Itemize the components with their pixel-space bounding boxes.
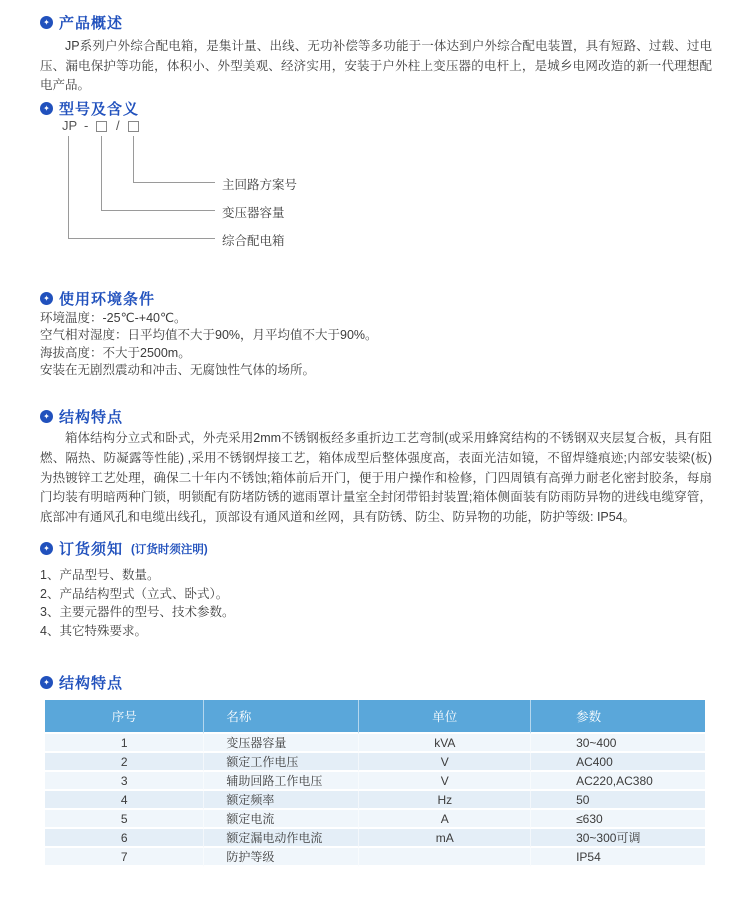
section-title: 结构特点 [59, 675, 124, 692]
environment-conditions [40, 310, 378, 380]
ordering-item: 4、其它特殊要求。 [40, 623, 147, 638]
cell-name: 额定电流 [203, 810, 358, 829]
cell-no: 6 [45, 829, 203, 848]
model-box-1 [96, 121, 107, 132]
column-header-no: 序号 [45, 700, 203, 734]
cell-name: 变压器容量 [203, 734, 358, 753]
column-header-name: 名称 [203, 700, 358, 734]
cell-unit: Hz [358, 791, 530, 810]
table-header-row [45, 700, 705, 734]
diagram-line [133, 136, 134, 182]
overview-paragraph: JP系列户外综合配电箱，是集计量、出线、无功补偿等多功能于一体达到户外综合配电装置，具有短路、过载、过电压、漏电保护等功能，体积小、外型美观、经济实用，安装于户外柱上变压器的电杆上，是城乡电网改造的新一代理想配电产品。 [40, 39, 712, 92]
star-circle-icon: ✦ [40, 16, 53, 29]
section-title: 结构特点 [59, 409, 124, 426]
cell-unit: V [358, 772, 530, 791]
cell-param: ≤630 [530, 810, 705, 829]
cell-unit [358, 848, 530, 867]
diagram-line [101, 136, 102, 210]
section-header-model [40, 98, 139, 119]
environment-line: 空气相对湿度：日平均值不大于90%，月平均值不大于90%。 [40, 328, 378, 343]
section-title: 产品概述 [59, 15, 124, 32]
section-header-structure [40, 406, 123, 427]
section-header-parameters [40, 672, 123, 693]
cell-name: 额定工作电压 [203, 753, 358, 772]
cell-unit: A [358, 810, 530, 829]
cell-param: AC220,AC380 [530, 772, 705, 791]
cell-no: 2 [45, 753, 203, 772]
section-note: (订货时须注明) [131, 543, 208, 556]
star-circle-icon: ✦ [40, 410, 53, 423]
ordering-item: 2、产品结构型式（立式、卧式）。 [40, 586, 229, 601]
diagram-label-transformer-capacity: 变压器容量 [222, 206, 285, 220]
cell-no: 1 [45, 734, 203, 753]
table-row [45, 848, 705, 867]
cell-no: 7 [45, 848, 203, 867]
table-row [45, 791, 705, 810]
model-dash: - [84, 118, 89, 133]
cell-no: 5 [45, 810, 203, 829]
model-box-2 [128, 121, 139, 132]
model-slash: / [116, 118, 120, 133]
model-prefix: JP [62, 118, 78, 133]
ordering-list [40, 566, 234, 640]
table-row [45, 772, 705, 791]
cell-name: 防护等级 [203, 848, 358, 867]
cell-param: 30~300可调 [530, 829, 705, 848]
diagram-label-distribution-box: 综合配电箱 [222, 234, 285, 248]
table-row [45, 734, 705, 753]
cell-no: 3 [45, 772, 203, 791]
star-circle-icon: ✦ [40, 676, 53, 689]
diagram-line [68, 136, 69, 238]
section-title: 使用环境条件 [59, 291, 156, 308]
table-row [45, 829, 705, 848]
table-row [45, 810, 705, 829]
cell-name: 额定漏电动作电流 [203, 829, 358, 848]
structure-paragraph: 箱体结构分立式和卧式，外壳采用2mm不锈钢板经多重折边工艺弯制(或采用蜂窝结构的不锈钢双夹层复合板，具有阻燃、隔热、防凝露等性能) ,采用不锈钢焊接工艺，箱体成型后整体强度高，表面光洁如镜，不留焊缝痕迹;内部安装梁(板)为热镀锌工艺处理，确保二十年内不锈蚀;箱体前后开门，便于用户操作和检修，门四周镇有高弹力耐老化密封胶条，每扇门均装有明暗两种门锁，明锁配有防堵防锈的遮雨罩计量室全封闭带铅封装置;箱体侧面装有防雨防异物的进线电缆穿管，底部冲有通风孔和电缆出线孔，顶部设有通风道和丝网，具有防锈、防尘、防异物的功能，防护等级: IP54。 [40, 431, 712, 525]
star-circle-icon: ✦ [40, 292, 53, 305]
diagram-line [68, 238, 215, 239]
star-circle-icon: ✦ [40, 102, 53, 115]
section-title: 型号及含义 [59, 101, 140, 118]
cell-param: 50 [530, 791, 705, 810]
cell-unit: mA [358, 829, 530, 848]
section-header-overview [40, 12, 123, 33]
environment-line: 安装在无剧烈震动和冲击、无腐蚀性气体的场所。 [40, 363, 316, 378]
parameters-table [45, 700, 705, 867]
cell-param: 30~400 [530, 734, 705, 753]
model-meaning-diagram [0, 118, 750, 268]
column-header-unit: 单位 [358, 700, 530, 734]
cell-param: IP54 [530, 848, 705, 867]
ordering-item: 1、产品型号、数量。 [40, 568, 160, 582]
cell-name: 额定频率 [203, 791, 358, 810]
section-header-environment [40, 288, 155, 309]
column-header-param: 参数 [530, 700, 705, 734]
ordering-item: 3、主要元器件的型号、技术参数。 [40, 605, 235, 620]
cell-no: 4 [45, 791, 203, 810]
environment-line: 环境温度：-25℃-+40℃。 [40, 311, 187, 325]
cell-unit: V [358, 753, 530, 772]
diagram-line [133, 182, 215, 183]
diagram-line [101, 210, 215, 211]
star-circle-icon: ✦ [40, 542, 53, 555]
section-header-ordering [40, 538, 208, 559]
cell-unit: kVA [358, 734, 530, 753]
section-title: 订货须知 [59, 541, 124, 558]
environment-line: 海拔高度：不大于2500m。 [40, 345, 191, 360]
diagram-label-main-circuit: 主回路方案号 [222, 178, 298, 192]
table-row [45, 753, 705, 772]
cell-param: AC400 [530, 753, 705, 772]
cell-name: 辅助回路工作电压 [203, 772, 358, 791]
